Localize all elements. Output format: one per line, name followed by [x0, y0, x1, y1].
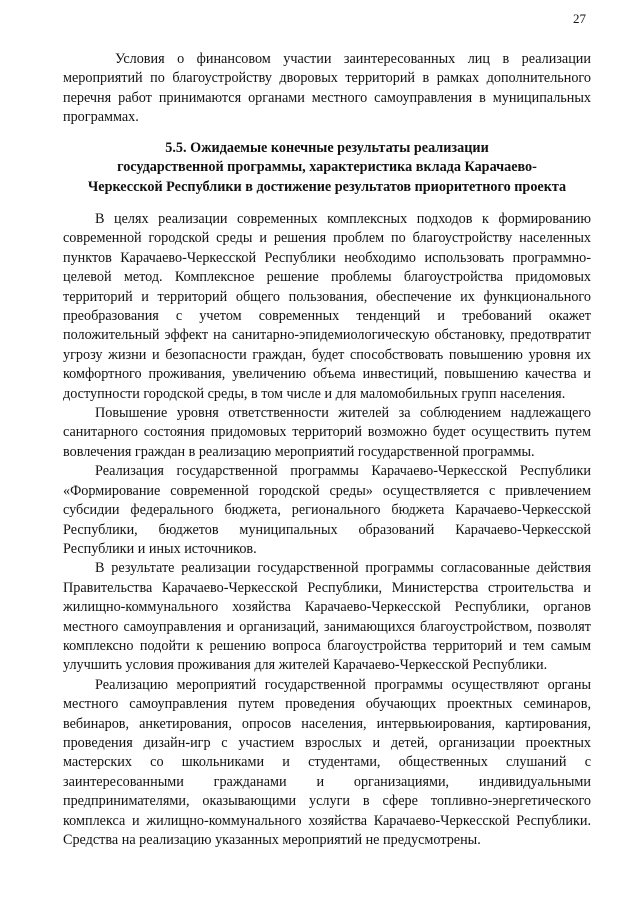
intro-paragraph: Условия о финансовом участии заинтересованных лиц в реализации мероприятий по благоустройству дворовых территорий в рамках дополнительного перечня работ принимаются органами местного самоуправления в муниципальных программах. — [63, 51, 591, 126]
section-heading-line: государственной программы, характеристика вклада Карачаево- — [117, 159, 537, 176]
section-heading-line: Черкесской Республики в достижение результатов приоритетного проекта — [87, 178, 567, 195]
page-number: 27 — [573, 11, 586, 26]
body-paragraph: Повышение уровня ответственности жителей за соблюдением надлежащего санитарного состояния придомовых территорий возможно будет осуществить путем вовлечения граждан в реализацию мероприятий государственной программы. — [63, 405, 591, 460]
section-body — [63, 210, 591, 850]
body-paragraph: Реализация государственной программы Карачаево-Черкесской Республики «Формирование современной городской среды» осуществляется с привлечением субсидии федерального бюджета, регионального бюджета Карачаево-Черкесской Республики, бюджетов муниципальных образований Карачаево-Черкесской Республики и иных источников. — [63, 463, 591, 557]
body-paragraph: Реализацию мероприятий государственной программы осуществляют органы местного самоуправления путем проведения обучающих проектных семинаров, вебинаров, анкетирования, опросов населения, интервьюирования, картирования, проведения дизайн-игр с участием взрослых и детей, организации проектных мастерских со школьниками и студентами, общественных слушаний с заинтересованными гражданами и организациями, индивидуальными предпринимателями, оказывающими услуги в сфере топливно-энергетического комплекса и жилищно-коммунального хозяйства Карачаево-Черкесской Республики. Средства на реализацию указанных мероприятий не предусмотрены. — [63, 676, 591, 848]
body-paragraph: В результате реализации государственной программы согласованные действия Правительства Карачаево-Черкесской Республики, Министерства строительства и жилищно-коммунального хозяйства Карачаево-Черкесской Республики, органов местного самоуправления и организаций, занимающихся благоустройством, позволят комплексно подойти к решению вопроса благоустройства территорий и тем самым улучшить условия проживания для жителей Карачаево-Черкесской Республики. — [63, 560, 591, 674]
body-paragraph: В целях реализации современных комплексных подходов к формированию современной городской среды и решения проблем по благоустройству населенных пунктов Карачаево-Черкесской Республики необходимо использовать программно-целевой метод. Комплексное решение проблемы благоустройства придомовых территорий и территорий общего пользования, обеспечение их функционального преобразования с учетом современных тенденций и требований окажет положительный эффект на санитарно-эпидемиологическую обстановку, предотвратит угрозу жизни и безопасности граждан, будет способствовать повышению уровня их комфортного проживания, увеличению объема инвестиций, повышению качества и доступности городской среды, в том числе и для маломобильных групп населения. — [63, 211, 591, 402]
intro-section — [63, 50, 591, 128]
section-heading — [63, 139, 591, 197]
section-heading-line: 5.5. Ожидаемые конечные результаты реализации — [165, 140, 489, 156]
